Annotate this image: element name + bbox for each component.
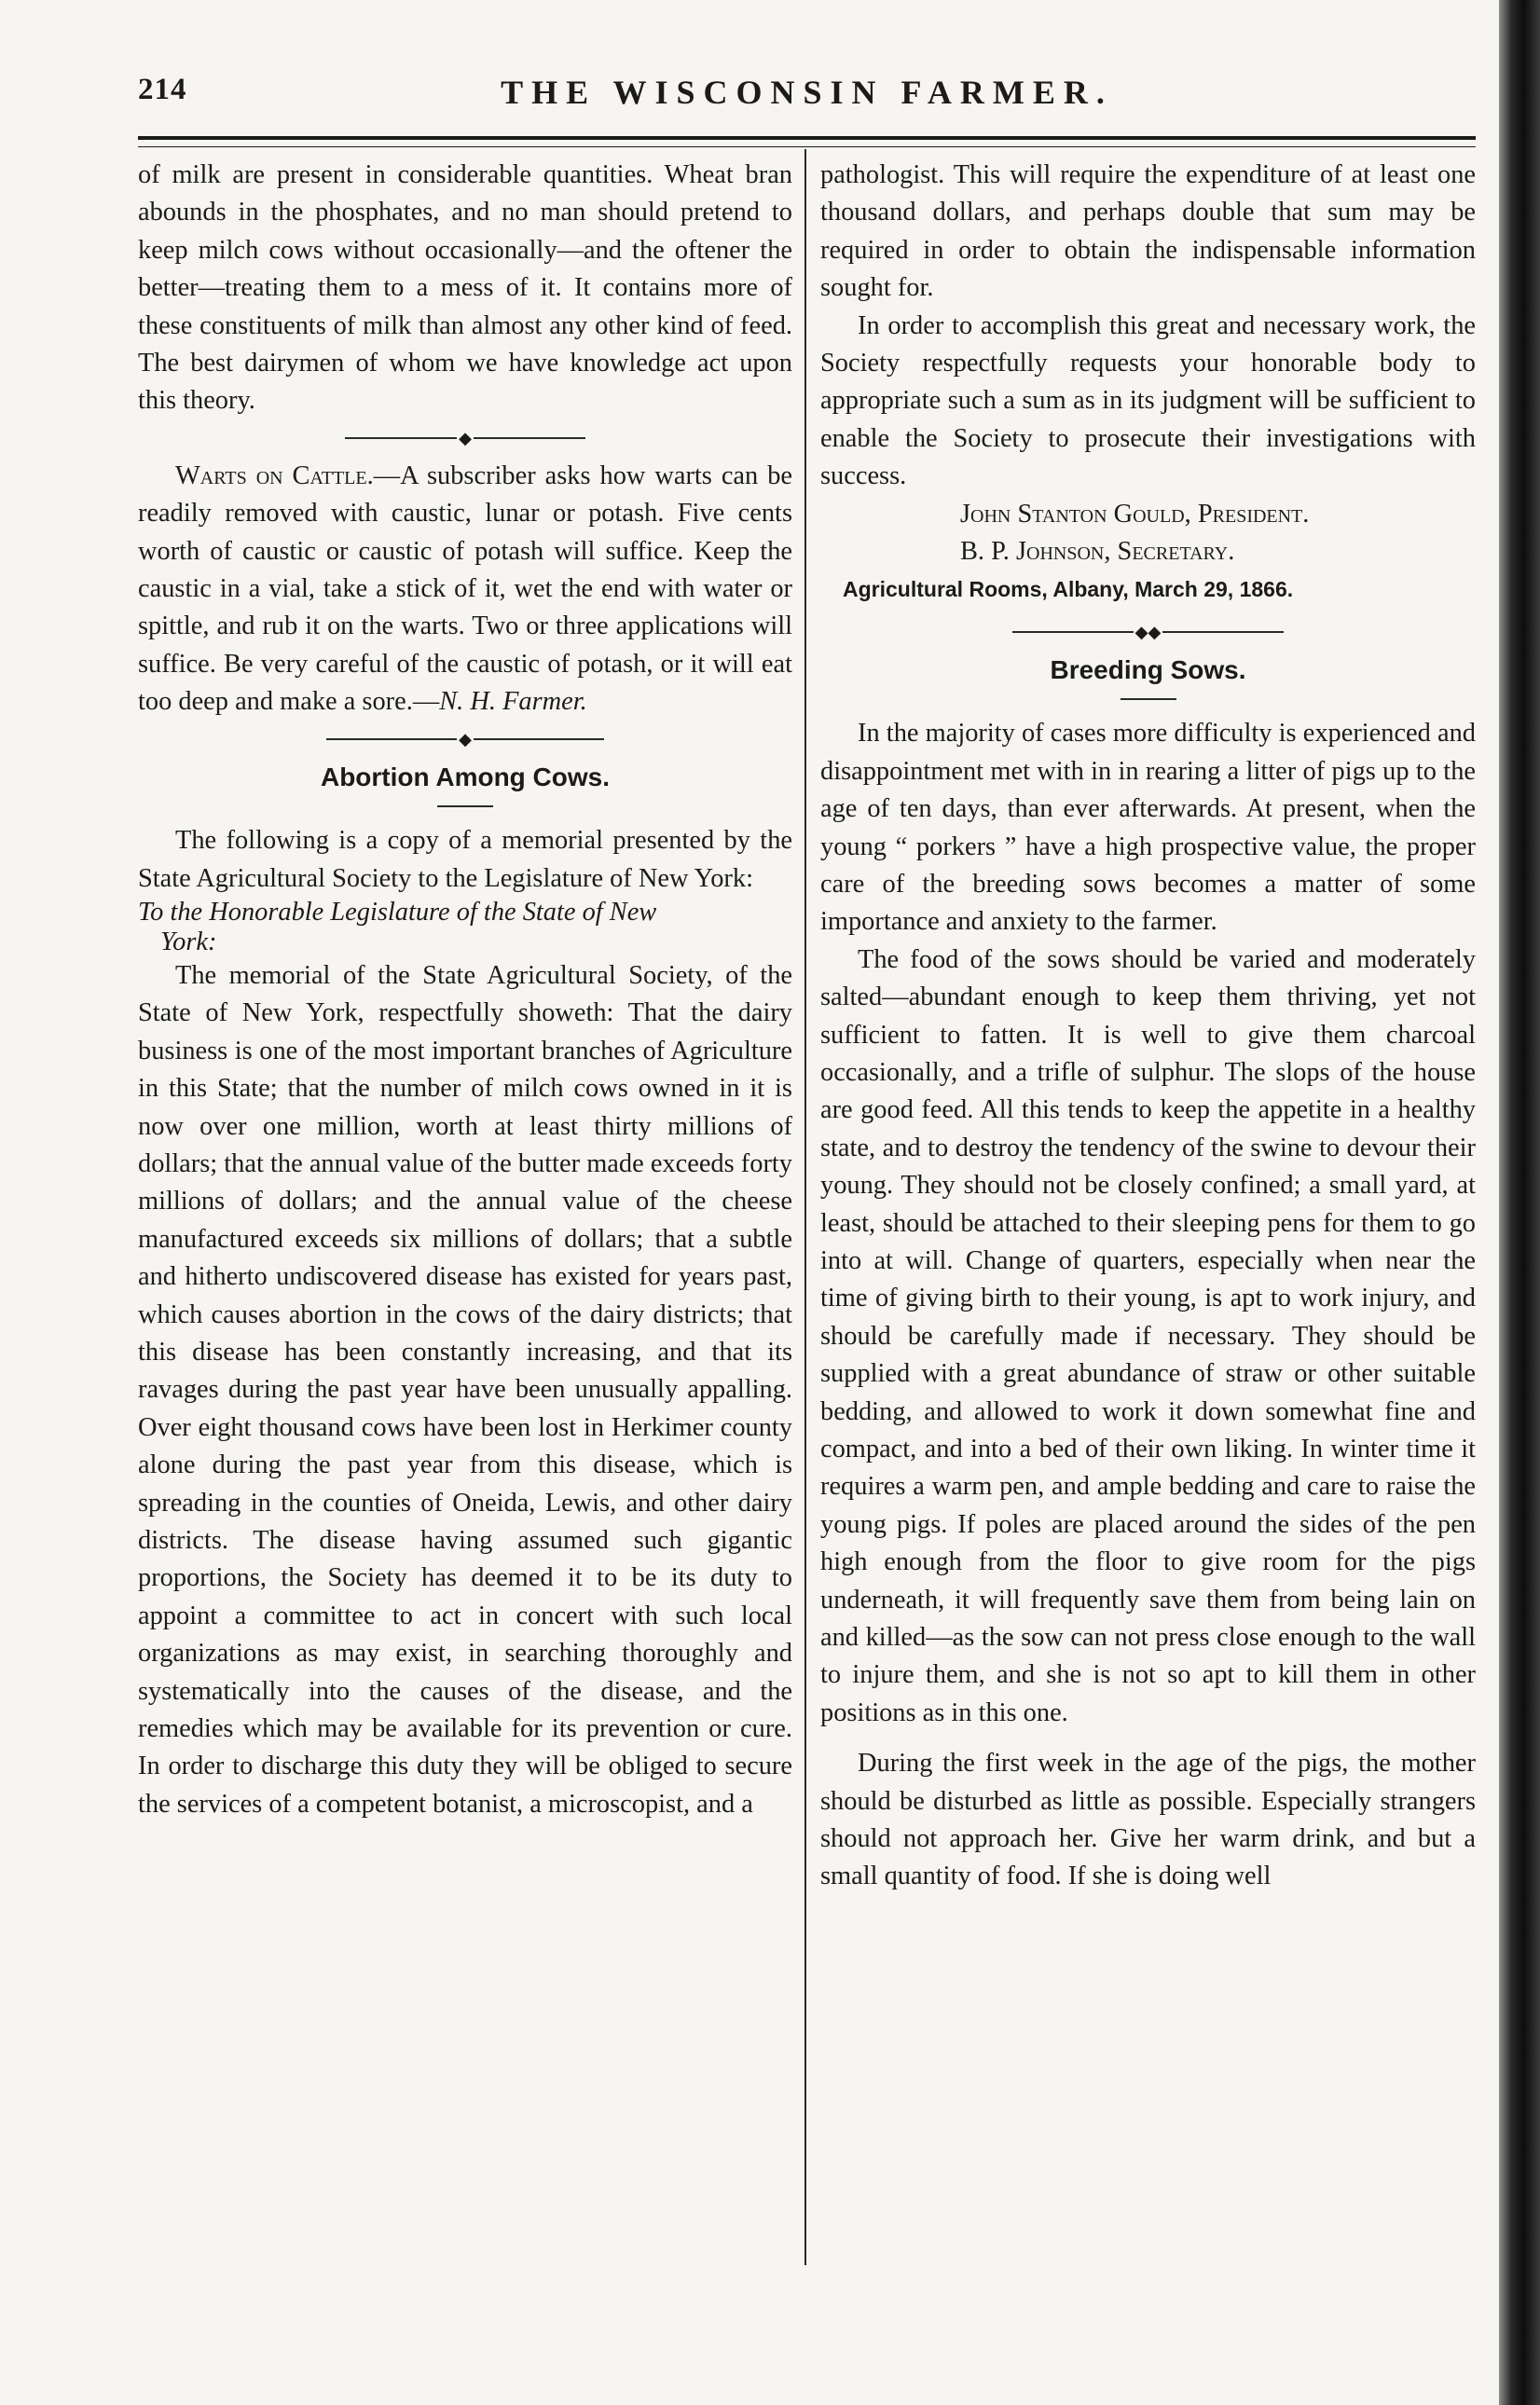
breeding-heading: Breeding Sows. — [1050, 654, 1246, 684]
signature-secretary: B. P. Johnson, Secretary. — [960, 537, 1235, 567]
warts-title: Warts on Cattle. — [175, 460, 374, 490]
section-ornament: ◆ — [138, 430, 792, 447]
dateline: Agricultural Rooms, Albany, March 29, 1866. — [843, 577, 1294, 602]
warts-body: —A subscriber asks how warts can be readily removed with caustic, lunar or potash. Five cents worth of caustic or caustic of potash will suffice. Keep the caustic in a vial, take a stick of it, wet the end with water or spittle, and rub it on the warts. Two or three applications will suffice. Be very careful of the caustic of potash, or it will eat too deep and make a sore.— — [138, 460, 792, 717]
address-line — [138, 898, 792, 957]
memorial-paragraph: The memorial of the State Agricultural Society, of the State of New York, respectfully showeth: That the dairy business is one of the most important branches of Agriculture in this State; that the number of milch cows owned in it is now over one million, worth at least thirty millions of dollars; that the annual value of the butter made exceeds forty millions of dollars; and the annual value of the cheese manufactured exceeds six millions of dollars; that a subtle and hitherto undiscovered disease has existed for years past, which causes abortion in the cows of the dairy districts; that this disease has been constantly increasing, and that its ravages during the past year have been unusually appalling. Over eight thousand cows have been lost in Herkimer county alone during the past year from this disease, which is spreading in the counties of Oneida, Lewis, and other dairy districts. The disease having assumed such gigantic proportions, the Society has deemed it to be its duty to appoint a committee to act in concert with such local organizations as may exist, in searching thoroughly and systematically into the causes of the disease, and the remedies which may be available for its prevention or cure. In order to discharge this duty they will be obliged to secure the services of a competent botanist, a microscopist, and a — [138, 960, 792, 1819]
right-column — [820, 157, 1476, 1896]
warts-paragraph — [138, 458, 792, 722]
heading-rule — [437, 805, 493, 807]
request-paragraph: In order to accomplish this great and necessary work, the Society respectfully requests your honorable body to appropriate such a sum as in its judgment will be sufficient to enable the Society to prosecute their investigations with success. — [820, 310, 1476, 491]
breeding-paragraph-1: In the majority of cases more difficulty is experienced and disappointment met with in in rearing a litter of pigs up to the age of ten days, than ever afterwards. At present, when the young “ porkers ” have a high prospective value, the proper care of the breeding sows becomes a matter of some importance and anxiety to the farmer. — [820, 719, 1476, 937]
left-column — [138, 157, 792, 1823]
heading-rule — [1121, 698, 1176, 700]
address-line-2: York: — [160, 927, 217, 956]
intro-paragraph: of milk are present in considerable quantities. Wheat bran abounds in the phosphates, and no man should pretend to keep milch cows without occasionally—and the oftener the better—treating them to a mess of it. It contains more of these constituents of milk than almost any other kind of feed. The best dairymen of whom we have knowledge act upon this theory. — [138, 160, 792, 416]
warts-source: N. H. Farmer. — [439, 687, 587, 717]
section-ornament: ◆◆ — [820, 624, 1476, 640]
abortion-intro: The following is a copy of a memorial presented by the State Agricultural Society to the Legislature of New York: — [138, 826, 792, 893]
page-header — [138, 73, 1476, 129]
binding-edge — [1499, 0, 1540, 2405]
journal-title: THE WISCONSIN FARMER. — [501, 74, 1113, 111]
breeding-paragraph-3: During the first week in the age of the pigs, the mother should be disturbed as little as possible. Especially strangers should not approach her. Give her warm drink, and but a small quantity of food. If she is doing well — [820, 1749, 1476, 1891]
signature-president: John Stanton Gould, President. — [960, 499, 1310, 529]
breeding-paragraph-2: The food of the sows should be varied and moderately salted—abundant enough to keep them thriving, yet not sufficient to fatten. It is well to give them charcoal occasionally, and a trifle of sulphur. The slops of the house are good feed. All this tends to keep the appetite in a healthy state, and to destroy the tendency of the swine to devour their young. They should not be closely confined; a small yard, at least, should be attached to their sleeping pens for them to go into at will. Change of quarters, especially when near the time of giving birth to their young, is apt to work injury, and should be carefully made if necessary. They should be supplied with a great abundance of straw or other suitable bedding, and allowed to work it down somewhat fine and compact, and into a bed of their own liking. In winter time it requires a warm pen, and ample bedding and care to raise the young pigs. If poles are placed around the sides of the pen high enough from the floor to give room for the pigs underneath, it will frequently save them from being lain on and killed—as the sow can not press close enough to the wall to injure them, and she is not so apt to kill them in other positions as in this one. — [820, 944, 1476, 1727]
column-divider — [804, 149, 806, 2265]
section-ornament: ◆ — [138, 731, 792, 748]
abortion-heading: Abortion Among Cows. — [320, 762, 611, 791]
page-number: 214 — [138, 73, 187, 106]
address-line-1: To the Honorable Legislature of the State of New — [138, 897, 657, 927]
header-rule — [138, 136, 1476, 147]
continuation-paragraph: pathologist. This will require the expenditure of at least one thousand dollars, and perhaps double that sum may be required in order to obtain the indispensable information sought for. — [820, 160, 1476, 303]
